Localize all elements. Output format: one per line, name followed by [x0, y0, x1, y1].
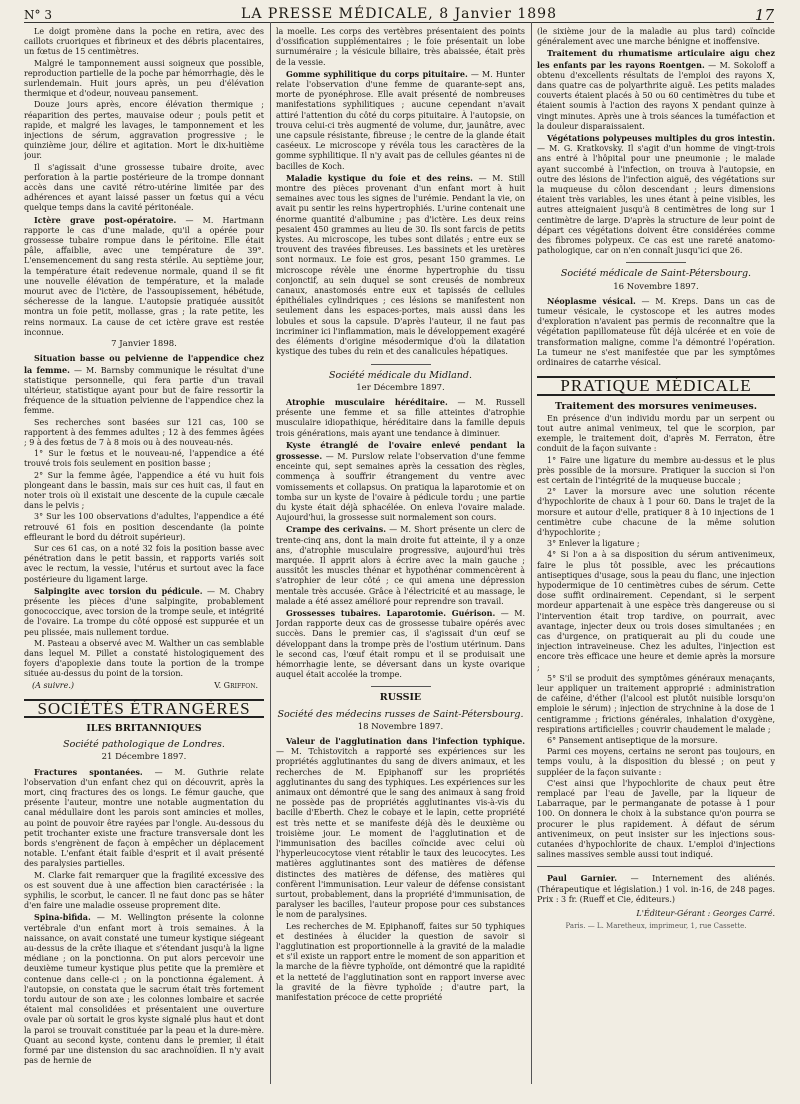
article-body: — M. Russell présente une femme et sa fille atteintes d'atrophie musculaire idiopathique, héréditaire dans la famille depuis trois générations, mais ayant une tendance à diminuer. [276, 397, 525, 438]
divider [626, 262, 686, 263]
column-divider [270, 22, 271, 1084]
journal-title: LA PRESSE MÉDICALE, 8 Janvier 1898 [241, 6, 557, 22]
paragraph: 6° Pansement antiseptique de la morsure. [547, 736, 718, 745]
author-signature: V. Griffon. [214, 680, 258, 690]
article-title: Spina-bifida. [34, 912, 91, 923]
article-body: — M. Still montre des pièces provenant d'un enfant mort à huit semaines avec tous les signes de l'urémie. Pendant la vie, on avait pu sentir les reins hypertrophiés. L'urine contenait une énorme quantité d'albumine ; pas d'ictère. Les deux reins pesaient 450 grammes au lieu de 30. Ils sont farcis de petits kystes. Au microscope, les tubes sont dilatés ; entre eux se trouvent des travées fibreuses. Les bassinets et les uretères sont normaux. Le foie est gros, pesant 150 grammes. Le microscope révèle une énorme hypertrophie du tissu conjonctif, au sein duquel se sont creusés de nombreux canaux, anastomosés entre eux et tapissés de cellules épithéliales cylindriques ; ces lésions se manifestent non seulement dans les espaces-portes, mais aussi dans les lobules et sous la capsule. D'après l'auteur, il ne faut pas incriminer ici l'inflammation, mais le développement exagéré des éléments d'origine mésodermique d'où la dilatation kystique des tubes du rein et des canalicules hépatiques. [276, 173, 525, 357]
paragraph: (le sixième jour de la maladie au plus tard) coïncide généralement avec une marche bénigne et inoffensive. [537, 27, 775, 47]
paragraph: Le doigt promène dans la poche en retira, avec des caillots cruoriques et fibrineux et des débris placentaires, un fœtus de 15 centimètres. [24, 27, 264, 57]
article [24, 353, 264, 416]
paragraph: Les recherches de M. Epiphanoff, faites sur 50 typhiques et destinées à élucider la question de savoir si l'agglutination est proportionnelle à la gravité de la maladie et s'il existe un rapport entre le moment de son apparition et la marche de la fièvre typhoïde, ont démontré que la rapidité et la netteté de l'agglutination sont en rapport inverse avec la gravité de la fièvre typhoïde ; d'autre part, la manifestation précoce de cette propriété [276, 921, 525, 1003]
paragraph: Parmi ces moyens, certains ne seront pas toujours, en temps voulu, à la disposition du blessé ; on peut y suppléer de la façon suivante : [537, 747, 775, 777]
country-heading: ILES BRITANNIQUES [86, 723, 202, 734]
article-body: — M. Sokoloff a obtenu d'excellents résultats de l'emploi des rayons X, dans quatre cas de polyarthrite aiguë. Les petits malades couverts étaient placés à 50 ou 60 centimètres du tube et étaient soumis à l'action des rayons X pendant quinze à vingt minutes. Après une à trois séances la tuméfaction et la douleur disparaissaient. [537, 60, 775, 131]
column-2 [276, 27, 525, 1084]
paragraph: M. Pasteau a observé avec M. Walther un cas semblable dans lequel M. Pillet a constaté histologiquement des foyers d'apoplexie dans toute la portion de la trompe située au-dessus du point de la torsion. [24, 638, 264, 679]
article [537, 133, 775, 256]
article [276, 69, 525, 172]
date-line: 16 Novembre 1897. [613, 281, 699, 292]
country-heading: RUSSIE [379, 692, 422, 704]
article-heading: Traitement des morsures venimeuses. [554, 400, 758, 412]
article [537, 48, 775, 132]
article-title: Situation basse ou pelvienne de l'appendice chez la femme. [24, 353, 264, 375]
header-rule [24, 22, 774, 23]
divider [371, 686, 431, 687]
article-title: Grossesses tubaires. Laparotomie. Guérison. [286, 607, 496, 618]
article-body: — M. Short présente un clerc de trente-cinq ans, dont la main droite fut atteinte, il y a onze ans, d'atrophie musculaire progressive, aujourd'hui très marquée. Il apprit alors à écrire avec la main gauche ; aussitôt les muscles thénar et hypothénar commencèrent à s'atrophier de leur côté ; ce qui amena une dépression mentale très accusée. Grâce à l'électricité et au massage, le malade a été assez amélioré pour reprendre son travail. [276, 525, 525, 606]
paragraph: Malgré le tamponnement aussi soigneux que possible, reproduction partielle de la poche par hémorrhagie, dès le surlendemain. Huit jours après, un peu d'élévation thermique et d'odeur, nouveau pansement. [24, 58, 264, 99]
article-body: — M. Hunter relate l'observation d'une femme de quarante-sept ans, morte de pyonéphrose. Elle avait présenté de nombreuses manifestations syphilitiques ; aucune cependant n'avait attiré l'attention du côté du corps pituitaire. À l'autopsie, on trouva celui-ci très augmenté de volume, dur, jaunâtre, avec une capsule résistante, fibreuse ; le centre de la glande était caséeux. Le microscope y révéla tous les caractères de la gomme syphilitique. Il n'y avait pas de cellules géantes ni de bacilles de Koch. [276, 69, 525, 171]
paragraph: M. Clarke fait remarquer que la fragilité excessive des os est souvent due à une affection bien caractérisée : la syphilis, le scorbut, le cancer. Il ne faut donc pas se hâter d'en faire une maladie osseuse proprement dite. [24, 870, 264, 911]
article [24, 767, 264, 870]
paragraph: 1° Sur le fœtus et le nouveau-né, l'appendice a été trouvé trois fois seulement en position basse ; [24, 449, 264, 469]
article [276, 440, 525, 524]
society-name: Société médicale de Saint-Pétersbourg. [560, 268, 752, 280]
date-line: 1er Décembre 1897. [356, 382, 445, 393]
article-body: — M. Guthrie relate l'observation d'un enfant chez qui on découvrit, après la mort, cinq fractures des os longs. Le fémur gauche, que présente l'auteur, montre une notable augmentation du canal médullaire dont les parois sont amincies et molles, au point de pouvoir être rayées par l'ongle. Au-dessous du petit trochanter existe une fracture transversale dont les bords s'engrènent de façon à empêcher un déplacement notable. L'enfant était faible d'esprit et il avait présenté des paralysies partielles. [24, 767, 264, 869]
paragraph: 3° Enlever la ligature ; [547, 539, 640, 549]
article [276, 608, 525, 680]
article-title: Fractures spontanées. [34, 766, 143, 777]
article-title: Atrophie musculaire héréditaire. [286, 396, 448, 407]
divider [371, 364, 431, 365]
paragraph: Douze jours après, encore élévation thermique ; réaparition des pertes, mauvaise odeur ; pouls petit et rapide, et malgré les lavages, le tamponnement et les injections de sérum, aggravation progressive ; le quinzième jour, délire et agitation. Mort le dix-huitième jour. [24, 100, 264, 161]
article-title: Kyste étranglé de l'ovaire enlevé pendant la grossesse. [276, 439, 525, 461]
article [24, 215, 264, 338]
article-body: — M. Jordan rapporte deux cas de grossesse tubaire opérés avec succès. Dans le premier cas, il s'agissait d'un œuf se développant dans la trompe près de l'ostium utérinum. Dans le second cas, l'œuf était rompu et il se produisait une hémorrhagie lente, se déversant dans un kyste ovarique auquel était accolée la trompe. [276, 608, 525, 680]
issue-number: N° 3 [24, 8, 52, 22]
article-body: — M. Tchistovitch a rapporté ses expériences sur les propriétés agglutinantes du sang de divers animaux, et les recherches de M. Epiphanoff sur les propriétés agglutinantes du sang des typhiques. Les expériences sur les animaux ont démontré que le sang des animaux à sang froid ne possède pas de propriétés agglutinantes vis-à-vis du bacille d'Eberth. Chez le cobaye et le lapin, cette propriété est très nette et se manifeste déjà dès le deuxième ou troisième jour. Le moment de l'agglutination et de l'immunisation des bacilles coïncide avec celui où l'hyperleucocytose vient rétablir le taux des leucocytes. Les matières agglutinantes sont des matières de défense distinctes des matières de défense, des matières qui confèrent l'immunisation. Leur valeur de défense consistant surtout, probablement, dans la propriété d'immunisation, de paralyser les bacilles, l'auteur propose pour ces substances le nom de paralysines. [276, 747, 525, 920]
article-title: Ictère grave post-opératoire. [34, 214, 177, 225]
date-line: 7 Janvier 1898. [111, 339, 177, 350]
divider [537, 866, 775, 867]
paragraph: la moelle. Les corps des vertèbres présentaient des points d'ossification supplémentaires ; le foie présentait un lobe surnuméraire ; la vésicule biliaire, très abaissée, était près de la vessie. [276, 27, 525, 67]
article-body: — M. Wellington présente la colonne vertébrale d'un enfant mort à trois semaines. À la naissance, on avait constaté une tumeur kystique siégeant au-dessus de la crête iliaque et s'étendant jusqu'à la ligne médiane ; on la ponctionna. On put alors percevoir une deuxième tumeur kystique plus petite que la première et contenue dans celle-ci ; on la ponctionna également. À l'autopsie, on constata que le sacrum était très fortement tordu autour de son axe ; les colonnes lombaire et sacrée étaient mal consolidées et présentaient une ouverture ovale par où sortait le gros kyste signalé plus haut et dont la paroi se trouvait constituée par la peau et la dure-mère. Quant au second kyste, contenu dans le premier, il était formé par une distension du sac arachnoïdien. Il n'y avait pas de hernie de [24, 913, 264, 1066]
paragraph: Sur ces 61 cas, on a noté 32 fois la position basse avec pénétration dans le petit bassin, et rapports variés soit avec le rectum, la vessie, l'utérus et surtout avec la face postérieure du ligament large. [24, 543, 264, 584]
date-line: 21 Décembre 1897. [101, 752, 187, 763]
book-details: — Internement des aliénés. (Thérapeutique et législation.) 1 vol. in-16, de 248 pages. Prix : 3 fr. (Rueff et Cie, éditeurs.) [537, 874, 775, 904]
article [276, 524, 525, 607]
to-be-continued: (A suivre.) [32, 680, 74, 690]
paragraph: 3° Sur les 100 observations d'adultes, l'appendice a été retrouvé 61 fois en position descendante (la pointe effleurant le bord du détroit supérieur). [24, 512, 264, 542]
article-body: — M. Purslow relate l'observation d'une femme enceinte qui, sept semaines après la cessation des règles, commença à souffrir étrangement du ventre avec vomissements et collapsus. On pratiqua la laparotomie et on tomba sur un kyste de l'ovaire à pédicule tordu ; une partie du kyste était déjà sphacélée. On enleva l'ovaire malade. Aujourd'hui, la grossesse suit normalement son cours. [276, 451, 525, 523]
article-body: — M. Kreps. Dans un cas de tumeur vésicale, le cystoscope et les autres modes d'exploration n'avaient pas permis de reconnaître que la végétation papillomateuse fût déjà ulcérée et en voie de transformation maligne, comme l'a démontré l'opération. La tumeur ne s'est manifestée que par les symptômes ordinaires de catarrhe vésical. [537, 296, 775, 368]
society-name: Société des médecins russes de Saint-Pétersbourg. [277, 708, 524, 720]
article [537, 296, 775, 368]
article [276, 397, 525, 439]
section-heading: PRATIQUE MÉDICALE [537, 376, 775, 395]
society-name: Société médicale du Midland. [328, 369, 473, 381]
page-number: 17 [754, 6, 774, 24]
article-body: — M. G. Kratkovsky. Il s'agit d'un homme de vingt-trois ans entré à l'hôpital pour une pneumonie ; le malade ayant succombé à l'infection, on trouva à l'autopsie, en outre des lésions de l'infection aiguë, des végétations sur la muqueuse du côlon descendant ; leurs dimensions étaient très variables, les unes étant à peine visibles, les autres atteignaient jusqu'à 8 centimètres de long sur 1 centimètre de large. D'après la structure de leur point de départ ces végétations doivent être considérées comme des fibromes polypeux. Ce cas est une rareté anatomo-pathologique, car on n'en connaît jusqu'ici que 26. [537, 144, 775, 256]
article-body: — M. Barnsby communique le résultat d'une statistique personnelle, qui fera partie d'un travail ultérieur, statistique ayant pour but de faire ressortir la fréquence de la situation pelvienne de l'appendice chez la femme. [24, 365, 264, 416]
article-title: Végétations polypeuses multiples du gros intestin. [547, 133, 775, 144]
paragraph: 1° Faire une ligature du membre au-dessus et le plus près possible de la morsure. Pratiquer la succion si l'on est certain de l'intégrité de la muqueuse buccale ; [537, 455, 775, 485]
article-title: Maladie kystique du foie et des reins. [286, 172, 473, 183]
section-heading: SOCIÉTÉS ÉTRANGÈRES [24, 699, 264, 718]
society-name: Société pathologique de Londres. [63, 739, 225, 751]
article [276, 736, 525, 921]
paragraph: 2° Laver la morsure avec une solution récente d'hypochlorite de chaux à 1 pour 60. Dans le trajet de la morsure et autour d'elle, pratiquer 8 à 10 injections de 1 centimètre cube chacune de la même solution d'hypochlorite ; [537, 487, 775, 537]
page-header [24, 6, 774, 26]
article-title: Crampe des cerivains. [286, 524, 387, 535]
article-body: — M. Hartmann rapporte le cas d'une malade, qu'il a opérée pour grossesse tubaire rompue dans le péritoine. Elle était pâle, affaiblie, avec une température de 39°. L'ensemencement du sang resta stérile. Au septième jour, la température était redevenue normale, quand il se fit une nouvelle élévation de température, et la malade mourut avec de l'ictère, de l'assoupissement, hébétude, sécheresse de la langue. L'autopsie pratiquée aussitôt montra un foie petit, mollasse, gras ; la rate petite, les reins normaux. La cause de cet ictère grave est restée inconnue. [24, 215, 264, 337]
article-title: Traitement du rhumatisme articulaire aigu chez les enfants par les rayons Roentgen. [537, 48, 775, 70]
paragraph: 5° S'il se produit des symptômes généraux menaçants, leur appliquer un traitement approprié : administration de caféine, d'éther (l'alcool est plutôt nuisible lorsqu'on emploie le sérum) ; injection de strychnine à la dose de 1 centigramme ; frictions générales, inhalation d'oxygène, respirations artificielles ; couvrir chaudement le malade ; [537, 673, 775, 734]
paragraph: 2° Sur la femme âgée, l'appendice a été vu huit fois plongeant dans le bassin, mais sur ces huit cas, il faut en noter trois où il existait une descente de la cupule cæcale dans le pelvis ; [24, 470, 264, 511]
article-body: — M. Chabry présente les pièces d'une salpingite, probablement gonococcique, avec torsion de la trompe seule, et intégrité de l'ovaire. La trompe du côté opposé est suppurée et un peu plissée, mais nullement tordue. [24, 586, 264, 637]
paragraph: Ses recherches sont basées sur 121 cas, 100 se rapportent à des femmes adultes ; 12 à des femmes âgées ; 9 à des fœtus de 7 à 8 mois ou à des nouveau-nés. [24, 417, 264, 447]
editor-line: L'Éditeur-Gérant : Georges Carré. [636, 909, 775, 919]
article [24, 586, 264, 638]
paragraph: 4° Si l'on a à sa disposition du sérum antivenimeux, faire le plus tôt possible, avec les précautions antiseptiques d'usage, sous la peau du flanc, une injection hypodermique de 10 centimètres cubes de sérum. Cette dose suffit ordinairement. Cependant, si le serpent mordeur appartenait à une espèce très dangereuse ou si l'intervention était trop tardive, on pourrait, avec avantage, injecter deux ou trois doses simultanées ; en cas d'urgence, on pratiquerait au pli du coude une injection intraveineuse. Chez les adultes, l'injection est encore très efficace une heure et demie après la morsure ; [537, 550, 775, 672]
paragraph: En présence d'un individu mordu par un serpent ou tout autre animal venimeux, tel que le scorpion, par exemple, le traitement doit, d'après M. Ferraton, être conduit de la façon suivante : [537, 413, 775, 454]
article-title: Salpingite avec torsion du pédicule. [34, 585, 203, 596]
book-author: Paul Garnier. [547, 873, 618, 884]
article [276, 173, 525, 358]
paragraph: Il s'agissait d'une grossesse tubaire droite, avec perforation à la partie postérieure de la trompe donnant accès dans une cavité rétro-utérine limitée par des adhérences et ayant laissé passer un fœtus qui a vécu quelque temps dans la cavité péritonéale. [24, 162, 264, 213]
printer-line: Paris. — L. Maretheux, imprimeur, 1, rue Cassette. [565, 922, 747, 931]
column-1 [24, 27, 264, 1084]
article-title: Valeur de l'agglutination dans l'infection typhique. [286, 736, 525, 746]
article-title: Néoplasme vésical. [547, 295, 636, 306]
signature-line [24, 681, 264, 691]
date-line: 18 Novembre 1897. [357, 721, 444, 732]
book-notice [537, 873, 775, 905]
column-3 [537, 27, 775, 1084]
article-title: Gomme syphilitique du corps pituitaire. [286, 68, 468, 79]
column-divider [531, 22, 532, 1084]
paragraph: C'est ainsi que l'hypochlorite de chaux peut être remplacé par l'eau de Javelle, par la liqueur de Labarraque, par le permanganate de potasse à 1 pour 100. On donnera le choix à la substance qu'on pourra se procurer le plus rapidement. À défaut de sérum antivenimeux, on peut insister sur les injections sous-cutanées d'hypochlorite de chaux. L'emploi d'injections salines massives semble aussi tout indiqué. [537, 778, 775, 860]
article [24, 912, 264, 1066]
